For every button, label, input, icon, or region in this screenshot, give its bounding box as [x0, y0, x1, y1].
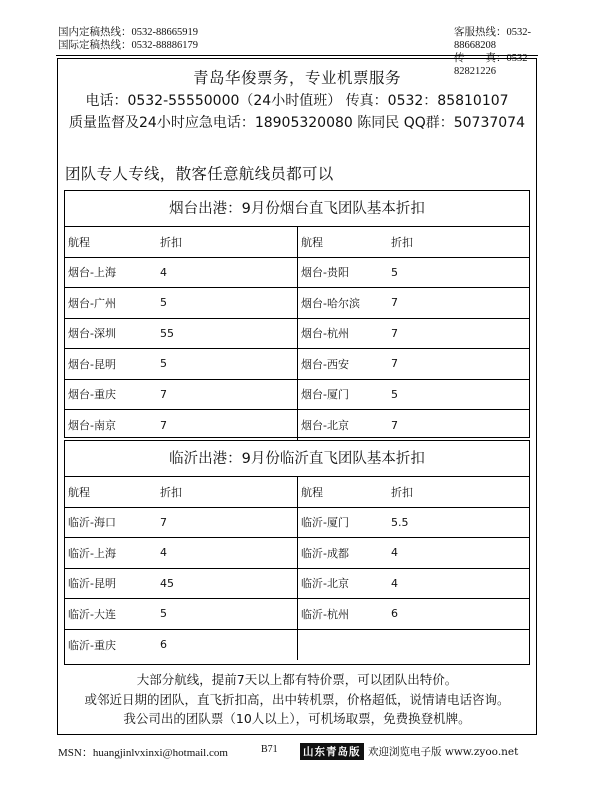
- table-row: [65, 538, 529, 569]
- table-row: [65, 599, 529, 630]
- footer-page-number: B71: [261, 744, 278, 755]
- table-row: [65, 349, 529, 380]
- linyi-table-title: 临沂出港：9月份临沂直飞团队基本折扣: [65, 441, 529, 477]
- row-cell-left: [65, 538, 297, 568]
- row-cell-right: [297, 410, 529, 441]
- fax-hotline: 传 真：0532-82821226: [454, 53, 531, 77]
- footer-msn: MSN：huangjinlvxinxi@hotmail.com: [58, 747, 228, 759]
- discount-value: 7: [160, 387, 167, 401]
- yantai-discount-table: [64, 190, 530, 438]
- table-header-row: [65, 227, 529, 258]
- row-cell-right: [297, 630, 529, 661]
- row-cell-right: [297, 288, 529, 318]
- discount-value: 7: [160, 418, 167, 432]
- discount-value: 4: [391, 546, 398, 560]
- hotlines-left: [58, 26, 198, 52]
- col-route-label: 航程: [68, 235, 90, 249]
- table-row: [65, 630, 529, 661]
- table-row: [65, 380, 529, 411]
- table-header-row: [65, 477, 529, 508]
- row-cell-right: [297, 599, 529, 629]
- discount-value: 5: [391, 387, 398, 401]
- col-discount-label: 折扣: [391, 235, 413, 249]
- row-cell-left: [65, 288, 297, 318]
- row-cell-left: [65, 410, 297, 441]
- footer-website: 欢迎浏览电子版 www.zyoo.net: [368, 746, 519, 758]
- route-name: 烟台-北京: [301, 419, 349, 433]
- route-name: 烟台-西安: [301, 357, 349, 371]
- linyi-discount-table: [64, 440, 530, 665]
- route-name: 烟台-杭州: [301, 327, 349, 341]
- discount-value: 4: [391, 576, 398, 590]
- discount-value: 5: [160, 357, 167, 371]
- col-discount-label: 折扣: [160, 235, 182, 249]
- route-name: 烟台-南京: [68, 419, 116, 433]
- discount-value: 7: [160, 515, 167, 529]
- discount-value: 6: [391, 607, 398, 621]
- page-footer: [58, 744, 536, 758]
- col-discount-label: 折扣: [160, 485, 182, 499]
- header-cell-left: [65, 477, 297, 507]
- yantai-table-title: 烟台出港：9月份烟台直飞团队基本折扣: [65, 191, 529, 227]
- notes-block: [58, 670, 536, 729]
- discount-value: 55: [160, 326, 174, 340]
- discount-value: 5: [160, 607, 167, 621]
- group-slogan: 团队专人专线，散客任意航线员都可以: [65, 165, 334, 183]
- company-phone-line: 电话：0532-55550000（24小时值班） 传真：0532：85810107: [85, 93, 509, 109]
- row-cell-right: [297, 538, 529, 568]
- route-name: 烟台-昆明: [68, 357, 116, 371]
- row-cell-left: [65, 380, 297, 410]
- route-name: 临沂-昆明: [68, 577, 116, 591]
- row-cell-right: [297, 508, 529, 538]
- route-name: 烟台-广州: [68, 296, 116, 310]
- row-cell-left: [65, 630, 297, 661]
- discount-value: 4: [160, 265, 167, 279]
- discount-value: 6: [160, 638, 167, 652]
- route-name: 临沂-上海: [68, 546, 116, 560]
- row-cell-right: [297, 258, 529, 288]
- header-cell-right: [297, 477, 529, 507]
- header-divider: [56, 55, 538, 56]
- row-cell-right: [297, 319, 529, 349]
- table-row: [65, 258, 529, 289]
- route-name: 烟台-上海: [68, 266, 116, 280]
- row-cell-left: [65, 508, 297, 538]
- row-cell-right: [297, 569, 529, 599]
- header-cell-right: [297, 227, 529, 257]
- discount-value: 4: [160, 546, 167, 560]
- note-line: 或邻近日期的团队，直飞折扣高，出中转机票，价格超低，说情请电话咨询。: [84, 691, 510, 707]
- route-name: 临沂-北京: [301, 577, 349, 591]
- table-row: [65, 410, 529, 441]
- footer-brand-badge: 山东青岛版: [300, 743, 364, 760]
- discount-value: 5: [160, 296, 167, 310]
- row-cell-left: [65, 258, 297, 288]
- discount-value: 7: [391, 418, 398, 432]
- row-cell-right: [297, 380, 529, 410]
- discount-value: 7: [391, 326, 398, 340]
- discount-value: 45: [160, 576, 174, 590]
- company-quality-line: 质量监督及24小时应急电话：18905320080 陈同民 QQ群：50737074: [69, 115, 525, 131]
- row-cell-left: [65, 569, 297, 599]
- col-route-label: 航程: [68, 485, 90, 499]
- row-cell-left: [65, 349, 297, 379]
- note-line: 我公司出的团队票（10人以上），可机场取票，免费换登机牌。: [123, 711, 471, 726]
- route-name: 临沂-厦门: [301, 516, 349, 530]
- table-row: [65, 508, 529, 539]
- col-discount-label: 折扣: [391, 485, 413, 499]
- col-route-label: 航程: [301, 485, 323, 499]
- route-name: 临沂-海口: [68, 516, 116, 530]
- col-route-label: 航程: [301, 235, 323, 249]
- row-cell-left: [65, 319, 297, 349]
- route-name: 烟台-贵阳: [301, 266, 349, 280]
- header-cell-left: [65, 227, 297, 257]
- discount-value: 7: [391, 357, 398, 371]
- service-hotline: 客服热线：0532-88668208: [454, 27, 531, 51]
- hotlines-bar: [58, 26, 536, 77]
- table-row: [65, 569, 529, 600]
- route-name: 临沂-成都: [301, 546, 349, 560]
- route-name: 临沂-杭州: [301, 607, 349, 621]
- ad-frame: [57, 58, 537, 735]
- route-name: 临沂-大连: [68, 607, 116, 621]
- discount-value: 5: [391, 265, 398, 279]
- note-line: 大部分航线，提前7天以上都有特价票，可以团队出特价。: [136, 672, 458, 687]
- route-name: 烟台-哈尔滨: [301, 296, 360, 310]
- row-cell-right: [297, 349, 529, 379]
- table-row: [65, 288, 529, 319]
- route-name: 烟台-重庆: [68, 388, 116, 402]
- route-name: 烟台-厦门: [301, 388, 349, 402]
- domestic-hotline: 国内定稿热线：0532-88665919: [58, 27, 198, 38]
- discount-value: 5.5: [391, 515, 409, 529]
- international-hotline: 国际定稿热线：0532-88886179: [58, 40, 198, 51]
- discount-value: 7: [391, 296, 398, 310]
- table-row: [65, 319, 529, 350]
- company-title: 青岛华俊票务，专业机票服务: [192, 69, 401, 87]
- row-cell-left: [65, 599, 297, 629]
- route-name: 烟台-深圳: [68, 327, 116, 341]
- route-name: 临沂-重庆: [68, 638, 116, 652]
